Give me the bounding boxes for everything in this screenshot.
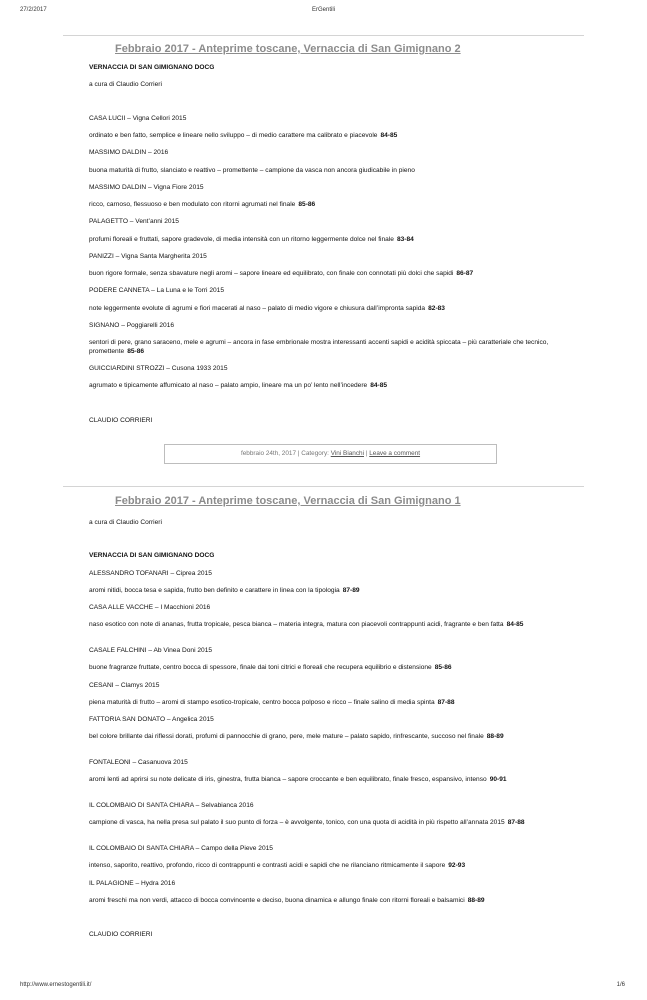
- wine-name: MASSIMO DALDIN – 2016: [89, 149, 169, 156]
- score: 88-89: [467, 897, 485, 904]
- tasting-note: aromi nitidi, bocca tesa e sapida, frutto ben definito e carattere in linea con la tipologia 87-89: [89, 587, 360, 594]
- tasting-note: campione di vasca, ha nella presa sul palato il suo punto di forza – è avvolgente, tonico, con una quota di acidità in più rispetto all’annata 2015 87-88: [89, 819, 525, 826]
- meta-separator: |: [364, 450, 370, 457]
- wine-name: FATTORIA SAN DONATO – Angelica 2015: [89, 716, 214, 723]
- score: 85-86: [434, 664, 452, 671]
- score: 84-85: [370, 382, 388, 389]
- wine-name: CESANI – Clamys 2015: [89, 682, 160, 689]
- wine-name: ALESSANDRO TOFANARI – Ciprea 2015: [89, 570, 212, 577]
- page-number: 1/6: [616, 982, 625, 988]
- tasting-note: buon rigore formale, senza sbavature negli aromi – sapore lineare ed equilibrato, con finale con connotati più dolci che sapidi 86-87: [89, 270, 474, 277]
- score: 87-88: [437, 699, 455, 706]
- tasting-note: sentori di pere, grano saraceno, mele e agrumi – ancora in fase embrionale mostra interessanti accenti sapidi e acidità spiccata – più caratteriale che tecnico, promettente 85-86: [89, 339, 549, 355]
- post-signature: CLAUDIO CORRIERI: [89, 931, 153, 938]
- wine-name: IL PALAGIONE – Hydra 2016: [89, 880, 176, 887]
- wine-name: IL COLOMBAIO DI SANTA CHIARA – Campo della Pieve 2015: [89, 845, 273, 852]
- tasting-note: buona maturità di frutto, slanciato e reattivo – promettente – campione da vasca non ancora giudicabile in pieno: [89, 167, 415, 174]
- category-link[interactable]: Vini Bianchi: [330, 450, 365, 457]
- wine-name: SIGNANO – Poggiarelli 2016: [89, 322, 175, 329]
- score: 84-85: [380, 132, 398, 139]
- post-title-link[interactable]: Febbraio 2017 - Anteprime toscane, Vernaccia di San Gimignano 2: [115, 43, 461, 55]
- tasting-note: buone fragranze fruttate, centro bocca di spessore, finale dai toni citrici e floreali che recupera equilibrio e distensione 85-86: [89, 664, 452, 671]
- wine-name: MASSIMO DALDIN – Vigna Fiore 2015: [89, 184, 204, 191]
- print-header: [0, 7, 647, 19]
- score: 90-91: [489, 776, 507, 783]
- tasting-note: bel colore brillante dai riflessi dorati, profumi di pannocchie di grano, pere, mele mature – palato sapido, rinfrescante, succoso nel finale 88-89: [89, 733, 504, 740]
- score: 82-83: [428, 305, 445, 312]
- wine-name: PODERE CANNETA – La Luna e le Torri 2015: [89, 287, 224, 294]
- print-site-title: ErGentili: [311, 7, 335, 13]
- tasting-note: profumi floreali e fruttati, sapore gradevole, di media intensità con un ritorno leggermente dolce nel finale 83-84: [89, 236, 414, 243]
- tasting-note: ordinato e ben fatto, semplice e lineare nello sviluppo – di medio carattere ma calibrato e piacevole 84-85: [89, 132, 398, 139]
- divider: [63, 35, 584, 36]
- wine-name: CASA LUCII – Vigna Cellori 2015: [89, 115, 187, 122]
- divider: [63, 486, 584, 487]
- tasting-note: intenso, saporito, reattivo, profondo, ricco di contrappunti e contrasti acidi e sapidi che ne rilanciano ritmicamente il sapore 92-93: [89, 862, 466, 869]
- score: 85-86: [298, 201, 316, 208]
- tasting-note: agrumato e tipicamente affumicato al naso – palato ampio, lineare ma un po’ lento nell’incedere 84-85: [89, 382, 388, 389]
- post-heading: VERNACCIA DI SAN GIMIGNANO DOCG: [89, 552, 215, 559]
- score: 86-87: [456, 270, 474, 277]
- score: 87-89: [342, 587, 360, 594]
- wine-name: FONTALEONI – Casanuova 2015: [89, 759, 188, 766]
- wine-name: PALAGETTO – Vent’anni 2015: [89, 218, 179, 225]
- wine-name: CASALE FALCHINI – Ab Vinea Doni 2015: [89, 647, 213, 654]
- print-url: http://www.ernestogentili.it/: [20, 982, 92, 988]
- leave-comment-link[interactable]: Leave a comment: [369, 450, 421, 457]
- score: 85-86: [127, 348, 145, 355]
- score: 87-88: [507, 819, 525, 826]
- tasting-note: note leggermente evolute di agrumi e fiori macerati al naso – palato di medio vigore e chiusura dall’impronta sapida 82-83: [89, 305, 445, 312]
- print-date: 27/2/2017: [20, 7, 47, 13]
- post-date: febbraio 24th, 2017 | Category:: [240, 450, 331, 457]
- post-meta: [164, 444, 497, 464]
- post-curator: a cura di Claudio Corrieri: [89, 519, 162, 526]
- tasting-note: naso esotico con note di ananas, frutta tropicale, pesca bianca – materia integra, matura con piacevoli contrappunti acidi, fragrante e ben fatta 84-85: [89, 621, 524, 628]
- tasting-note: aromi lenti ad aprirsi su note delicate di iris, ginestra, frutta bianca – sapore croccante e ben equilibrato, finale fresco, espansivo, intenso 90-91: [89, 776, 507, 783]
- score: 83-84: [396, 236, 414, 243]
- post-signature: CLAUDIO CORRIERI: [89, 417, 153, 424]
- post-heading: VERNACCIA DI SAN GIMIGNANO DOCG: [89, 64, 215, 71]
- wine-name: GUICCIARDINI STROZZI – Cusona 1933 2015: [89, 365, 228, 372]
- tasting-note: aromi freschi ma non verdi, attacco di bocca convincente e deciso, buona dinamica e allungo finale con ritorni floreali e balsamici 88-89: [89, 897, 485, 904]
- tasting-note: ricco, carnoso, flessuoso e ben modulato con ritorni agrumati nel finale 85-86: [89, 201, 316, 208]
- wine-name: PANIZZI – Vigna Santa Margherita 2015: [89, 253, 207, 260]
- wine-name: CASA ALLE VACCHE – I Macchioni 2016: [89, 604, 211, 611]
- post-title-link[interactable]: Febbraio 2017 - Anteprime toscane, Vernaccia di San Gimignano 1: [115, 495, 461, 507]
- score: 84-85: [506, 621, 524, 628]
- wine-name: IL COLOMBAIO DI SANTA CHIARA – Selvabianca 2016: [89, 802, 254, 809]
- tasting-note: piena maturità di frutto – aromi di stampo esotico-tropicale, centro bocca polposo e ricco – finale salino di media spinta 87-88: [89, 699, 455, 706]
- score: 88-89: [486, 733, 504, 740]
- score: 92-93: [448, 862, 466, 869]
- post-curator: a cura di Claudio Corrieri: [89, 81, 162, 88]
